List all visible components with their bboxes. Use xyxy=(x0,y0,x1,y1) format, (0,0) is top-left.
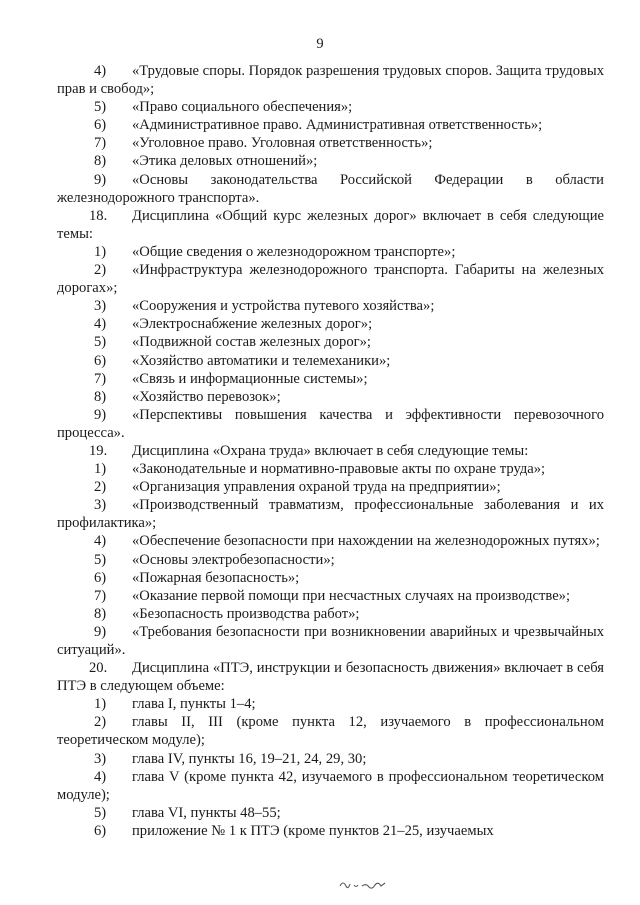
item-text: Дисциплина «Общий курс железных дорог» включает в себя следующие темы: xyxy=(57,207,604,242)
list-item xyxy=(57,623,604,659)
item-text: «Этика деловых отношений»; xyxy=(132,153,318,170)
list-item xyxy=(57,695,604,713)
item-text: «Сооружения и устройства путевого хозяйства»; xyxy=(132,298,435,315)
item-number: 9) xyxy=(94,406,107,423)
list-item xyxy=(57,768,604,804)
item-number: 3) xyxy=(94,497,107,514)
item-number: 2) xyxy=(94,479,107,496)
item-number: 5) xyxy=(94,334,107,351)
item-number: 7) xyxy=(94,135,107,152)
item-text: «Трудовые споры. Порядок разрешения трудовых споров. Защита трудовых прав и свобод»; xyxy=(57,63,605,98)
list-item xyxy=(57,152,604,170)
section-paragraph xyxy=(57,207,604,243)
list-item xyxy=(57,605,604,623)
item-text: глава IV, пункты 16, 19–21, 24, 29, 30; xyxy=(132,750,367,767)
list-item xyxy=(57,261,604,297)
item-number: 20. xyxy=(89,660,108,677)
item-text: глава VI, пункты 48–55; xyxy=(132,804,281,821)
item-number: 1) xyxy=(94,243,107,260)
item-number: 4) xyxy=(94,533,107,550)
item-text: «Безопасность производства работ»; xyxy=(132,605,360,622)
list-item xyxy=(57,587,604,605)
item-text: «Связь и информационные системы»; xyxy=(132,370,368,387)
item-number: 1) xyxy=(94,696,107,713)
item-number: 5) xyxy=(94,551,107,568)
section-paragraph xyxy=(57,659,604,695)
item-text: «Производственный травматизм, профессиональные заболевания и их профилактика»; xyxy=(57,497,604,532)
item-number: 1) xyxy=(94,461,107,478)
list-item xyxy=(57,388,604,406)
item-text: «Пожарная безопасность»; xyxy=(132,569,300,586)
item-number: 4) xyxy=(94,316,107,333)
document-body xyxy=(57,62,604,840)
item-number: 6) xyxy=(94,822,107,839)
list-item xyxy=(57,171,604,207)
item-text: «Хозяйство перевозок»; xyxy=(132,388,281,405)
list-item xyxy=(57,116,604,134)
item-text: «Основы электробезопасности»; xyxy=(132,551,335,568)
item-number: 4) xyxy=(94,768,107,785)
item-number: 4) xyxy=(94,63,107,79)
item-number: 2) xyxy=(94,262,107,279)
item-number: 2) xyxy=(94,714,107,731)
list-item xyxy=(57,352,604,370)
item-text: «Общие сведения о железнодорожном транспорте»; xyxy=(132,243,456,260)
item-number: 5) xyxy=(94,804,107,821)
item-text: «Обеспечение безопасности при нахождении на железнодорожных путях»; xyxy=(132,533,600,550)
item-number: 9) xyxy=(94,171,107,188)
item-number: 8) xyxy=(94,153,107,170)
list-item xyxy=(57,713,604,749)
list-item xyxy=(57,406,604,442)
list-item xyxy=(57,496,604,532)
item-number: 3) xyxy=(94,298,107,315)
item-text: Дисциплина «ПТЭ, инструкции и безопасность движения» включает в себя ПТЭ в следующем объеме: xyxy=(57,660,604,695)
list-item xyxy=(57,243,604,261)
list-item xyxy=(57,370,604,388)
item-text: главы II, III (кроме пункта 12, изучаемого в профессиональном теоретическом модуле); xyxy=(57,714,604,749)
list-item xyxy=(57,134,604,152)
list-item xyxy=(57,750,604,768)
item-text: «Уголовное право. Уголовная ответственность»; xyxy=(132,135,433,152)
list-item xyxy=(57,62,604,98)
list-item xyxy=(57,333,604,351)
item-text: глава V (кроме пункта 42, изучаемого в профессиональном теоретическом модуле); xyxy=(57,768,604,803)
list-item xyxy=(57,460,604,478)
list-item xyxy=(57,297,604,315)
list-item xyxy=(57,569,604,587)
item-number: 5) xyxy=(94,99,107,116)
item-text: «Инфраструктура железнодорожного транспорта. Габариты на железных дорогах»; xyxy=(57,262,604,297)
list-item xyxy=(57,804,604,822)
item-text: «Перспективы повышения качества и эффективности перевозочного процесса». xyxy=(57,406,604,441)
item-text: «Электроснабжение железных дорог»; xyxy=(132,316,373,333)
item-text: «Подвижной состав железных дорог»; xyxy=(132,334,371,351)
list-item xyxy=(57,315,604,333)
item-number: 7) xyxy=(94,587,107,604)
list-item xyxy=(57,532,604,550)
list-item xyxy=(57,822,604,840)
item-text: «Оказание первой помощи при несчастных случаях на производстве»; xyxy=(132,587,571,604)
item-number: 7) xyxy=(94,370,107,387)
item-text: «Законодательные и нормативно-правовые акты по охране труда»; xyxy=(132,461,546,478)
item-number: 9) xyxy=(94,623,107,640)
item-text: «Организация управления охраной труда на предприятии»; xyxy=(132,479,501,496)
item-number: 6) xyxy=(94,117,107,134)
page-number: 9 xyxy=(316,36,324,52)
handwritten-mark-icon xyxy=(338,876,408,894)
list-item xyxy=(57,478,604,496)
list-item xyxy=(57,551,604,569)
item-text: приложение № 1 к ПТЭ (кроме пунктов 21–25, изучаемых xyxy=(132,822,494,839)
item-number: 18. xyxy=(89,207,108,224)
item-number: 6) xyxy=(94,352,107,369)
item-number: 6) xyxy=(94,569,107,586)
item-number: 3) xyxy=(94,750,107,767)
item-text: «Основы законодательства Российской Федерации в области железнодорожного транспорта». xyxy=(57,171,604,206)
section-paragraph xyxy=(57,442,604,460)
item-number: 19. xyxy=(89,442,108,459)
item-text: «Право социального обеспечения»; xyxy=(132,99,353,116)
item-text: «Административное право. Административная ответственность»; xyxy=(132,117,543,134)
item-text: глава I, пункты 1–4; xyxy=(132,696,256,713)
item-text: Дисциплина «Охрана труда» включает в себя следующие темы: xyxy=(132,442,529,459)
item-text: «Хозяйство автоматики и телемеханики»; xyxy=(132,352,391,369)
item-number: 8) xyxy=(94,388,107,405)
list-item xyxy=(57,98,604,116)
item-number: 8) xyxy=(94,605,107,622)
item-text: «Требования безопасности при возникновении аварийных и чрезвычайных ситуаций». xyxy=(57,623,604,658)
